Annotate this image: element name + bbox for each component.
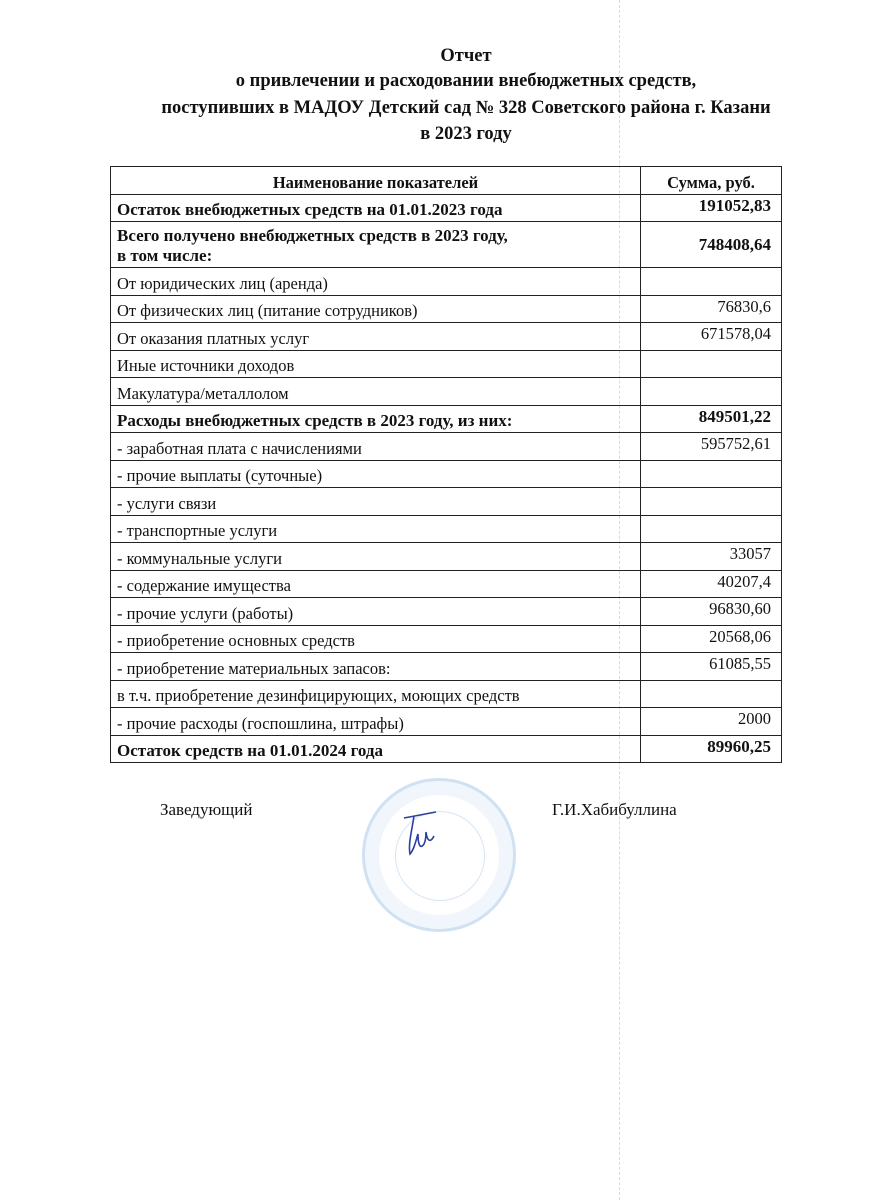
row-value bbox=[641, 268, 782, 296]
row-label-text: - прочие выплаты (суточные) bbox=[117, 466, 323, 485]
column-header-sum: Сумма, руб. bbox=[641, 167, 782, 195]
signatory-name: Г.И.Хабибуллина bbox=[552, 800, 677, 819]
row-label bbox=[111, 460, 641, 488]
row-label bbox=[111, 295, 641, 323]
row-label-text: - прочие услуги (работы) bbox=[117, 603, 294, 623]
table-row bbox=[111, 653, 782, 681]
document-subtitle: в 2023 году bbox=[420, 124, 512, 144]
row-value: 2000 bbox=[641, 708, 782, 736]
table-row bbox=[111, 680, 782, 708]
table-row bbox=[111, 350, 782, 378]
report-table bbox=[110, 166, 782, 763]
table-row bbox=[111, 194, 782, 222]
row-value: 595752,61 bbox=[641, 433, 782, 461]
row-label-text: - приобретение материальных запасов: bbox=[117, 658, 391, 678]
row-label-text: - заработная плата с начислениями bbox=[117, 438, 362, 458]
row-label-text: Всего получено внебюджетных средств в 2023 году, bbox=[117, 226, 508, 245]
row-label-text: Макулатура/металлолом bbox=[117, 383, 289, 403]
table-row bbox=[111, 295, 782, 323]
row-label bbox=[111, 378, 641, 406]
row-label bbox=[111, 350, 641, 378]
table-row bbox=[111, 570, 782, 598]
row-label bbox=[111, 488, 641, 516]
row-label-text: в т.ч. приобретение дезинфицирующих, моющих средств bbox=[117, 686, 520, 705]
row-label-text: - содержание имущества bbox=[117, 576, 291, 595]
row-label-text: в том числе: bbox=[117, 246, 213, 265]
table-row bbox=[111, 323, 782, 351]
row-label bbox=[111, 323, 641, 351]
signatory-position: Заведующий bbox=[160, 800, 253, 819]
row-value: 33057 bbox=[641, 543, 782, 571]
row-value bbox=[641, 680, 782, 708]
row-label bbox=[111, 515, 641, 543]
row-label-text: - транспортные услуги bbox=[117, 521, 278, 540]
row-label-text: - услуги связи bbox=[117, 493, 217, 513]
row-value bbox=[641, 378, 782, 406]
row-label bbox=[111, 543, 641, 571]
table-row bbox=[111, 515, 782, 543]
row-label-text: Иные источники доходов bbox=[117, 356, 295, 375]
handwritten-signature bbox=[400, 810, 440, 865]
table-row bbox=[111, 405, 782, 433]
table-row bbox=[111, 488, 782, 516]
table-row bbox=[111, 708, 782, 736]
row-label bbox=[111, 735, 641, 763]
row-label-text: - коммунальные услуги bbox=[117, 548, 282, 568]
row-label-text: От юридических лиц (аренда) bbox=[117, 273, 328, 293]
document-subtitle: поступивших в МАДОУ Детский сад № 328 Советского района г. Казани bbox=[161, 98, 771, 118]
row-value: 849501,22 bbox=[641, 405, 782, 433]
table-row bbox=[111, 735, 782, 763]
table-row bbox=[111, 268, 782, 296]
row-value: 40207,4 bbox=[641, 570, 782, 598]
row-value: 89960,25 bbox=[641, 735, 782, 763]
row-value: 61085,55 bbox=[641, 653, 782, 681]
table-row bbox=[111, 598, 782, 626]
row-value: 20568,06 bbox=[641, 625, 782, 653]
row-label-text: Остаток средств на 01.01.2024 года bbox=[117, 741, 384, 760]
row-label bbox=[111, 405, 641, 433]
row-value bbox=[641, 460, 782, 488]
row-value bbox=[641, 515, 782, 543]
row-value: 671578,04 bbox=[641, 323, 782, 351]
row-label-text: От физических лиц (питание сотрудников) bbox=[117, 301, 418, 320]
column-header-name: Наименование показателей bbox=[111, 167, 641, 195]
row-label-text: Расходы внебюджетных средств в 2023 году, из них: bbox=[117, 411, 513, 430]
document-title: Отчет bbox=[440, 46, 492, 66]
row-label-text: Остаток внебюджетных средств на 01.01.2023 года bbox=[117, 200, 503, 219]
table-row bbox=[111, 460, 782, 488]
row-label-text: От оказания платных услуг bbox=[117, 328, 310, 348]
row-label bbox=[111, 222, 641, 268]
document-subtitle: о привлечении и расходовании внебюджетных средств, bbox=[235, 71, 697, 91]
row-value bbox=[641, 350, 782, 378]
table-row bbox=[111, 433, 782, 461]
row-label bbox=[111, 570, 641, 598]
row-label bbox=[111, 680, 641, 708]
table-row bbox=[111, 378, 782, 406]
row-label-text: - прочие расходы (госпошлина, штрафы) bbox=[117, 713, 404, 733]
table-row bbox=[111, 625, 782, 653]
row-label bbox=[111, 268, 641, 296]
row-label bbox=[111, 194, 641, 222]
table-row bbox=[111, 543, 782, 571]
row-value: 748408,64 bbox=[641, 222, 782, 268]
row-label bbox=[111, 653, 641, 681]
row-value: 191052,83 bbox=[641, 194, 782, 222]
row-label-text: - приобретение основных средств bbox=[117, 631, 355, 650]
row-label bbox=[111, 625, 641, 653]
table-row bbox=[111, 222, 782, 268]
row-value: 76830,6 bbox=[641, 295, 782, 323]
row-label bbox=[111, 708, 641, 736]
row-value bbox=[641, 488, 782, 516]
row-label bbox=[111, 598, 641, 626]
row-value: 96830,60 bbox=[641, 598, 782, 626]
table-header-row bbox=[111, 167, 782, 195]
row-label bbox=[111, 433, 641, 461]
